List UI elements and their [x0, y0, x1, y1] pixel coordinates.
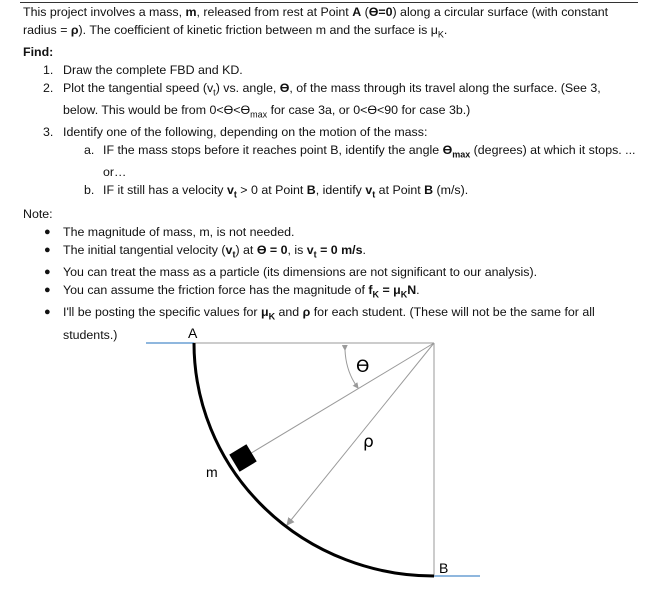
subitem-text: (degrees) at which it stops. ... or… [103, 142, 636, 180]
item-text: Plot the tangential speed (v [63, 80, 214, 95]
mass-block [229, 444, 256, 471]
subitem-sub: t [372, 189, 376, 200]
subitem-letter: b. [84, 183, 95, 198]
note-sub: K [372, 289, 380, 300]
item-sub: max [250, 109, 268, 120]
mass-radius-line [243, 343, 434, 458]
note-text: You can assume the friction force has the magnitude of [63, 282, 369, 297]
item-text: ) vs. angle, [215, 80, 280, 95]
note-text: . [416, 282, 420, 297]
note-bold: = 0 m/s [316, 242, 363, 257]
note-bold: μ [260, 305, 269, 320]
subitem-text: , identify [315, 183, 366, 198]
intro-text: ). The coefficient of kinetic friction between m and the surface is μ [78, 22, 438, 37]
note-text: You can treat the mass as a particle (its dimensions are not significant to our analysis). [63, 265, 538, 280]
subitem-sub: t [233, 189, 237, 200]
intro-text: . [443, 22, 448, 37]
note-bold: v [306, 242, 314, 257]
intro-point-a: A [352, 5, 362, 19]
intro-mass: m [185, 5, 197, 19]
item-text: for case 3a, or 0<ϴ<90 for case 3b.) [267, 102, 471, 117]
intro-theta-zero: ϴ=0 [368, 5, 393, 19]
bullet-icon: ● [44, 243, 51, 256]
note-bold: v [225, 242, 233, 257]
note-sub: K [268, 311, 276, 322]
item-text: Identify one of the following, depending on the motion of the mass: [63, 125, 428, 140]
note-text: for each student. (These will not be the same for all students.) [63, 305, 595, 342]
intro-rho: ρ [70, 22, 79, 37]
subitem-text: IF the mass stops before it reaches point B, identify the angle [103, 142, 443, 157]
intro-mu-sub: K [437, 29, 444, 40]
subitem-text: IF it still has a velocity [103, 183, 227, 198]
subitem-point-b: B [306, 183, 316, 198]
item-number: 1. [43, 62, 54, 77]
intro-text: ( [361, 5, 369, 19]
bullet-icon: ● [44, 306, 51, 319]
bullet-icon: ● [44, 266, 51, 279]
note-bold: N [407, 282, 417, 297]
note-sub: t [313, 249, 317, 260]
intro-text: , released from rest at Point [196, 5, 353, 19]
note-bold: ϴ = 0 [256, 242, 288, 257]
subitem-text: > 0 at Point [236, 183, 307, 198]
bullet-icon: ● [44, 283, 51, 296]
note-text: I'll be posting the specific values for [63, 305, 261, 320]
subitem-text: at Point [375, 183, 425, 198]
note-text: . [362, 242, 366, 257]
subitem-point-b: B [424, 183, 434, 198]
note-bold: f [368, 282, 373, 297]
item-theta: ϴ [279, 80, 290, 95]
item-sub: t [213, 87, 216, 98]
label-theta: ϴ [356, 357, 370, 377]
item-number: 3. [43, 125, 54, 140]
note-sub: t [232, 249, 236, 260]
label-rho: ρ [363, 432, 374, 452]
circular-surface [194, 343, 434, 576]
subitem-text: (m/s). [433, 183, 469, 198]
note-heading: Note: [23, 207, 53, 222]
bullet-icon: ● [44, 226, 51, 239]
note-text: and [275, 305, 303, 320]
intro-text: ) along a circular surface (with constant radius = [23, 5, 609, 37]
subitem-v: v [226, 183, 234, 198]
note-bold: ρ [302, 305, 311, 320]
subitem-v: v [365, 183, 373, 198]
label-point-b: B [439, 560, 449, 576]
label-mass: m [206, 464, 218, 480]
item-text: Draw the complete FBD and KD. [63, 62, 243, 77]
item-number: 2. [43, 80, 54, 95]
label-point-a: A [188, 325, 198, 341]
note-sub: K [400, 289, 408, 300]
subitem-theta: ϴ [442, 142, 453, 157]
subitem-sub: max [452, 149, 471, 160]
note-text: , is [287, 242, 307, 257]
item-text: , of the mass through its travel along the surface. (See 3, below. This would be from 0<ϴ<ϴ [63, 80, 601, 117]
note-text: ) at [235, 242, 257, 257]
note-text: The magnitude of mass, m, is not needed. [63, 225, 295, 240]
intro-text: This project involves a mass, [23, 5, 186, 19]
note-bold: = μ [379, 282, 401, 297]
subitem-letter: a. [84, 142, 95, 157]
note-text: The initial tangential velocity ( [63, 242, 226, 257]
find-heading: Find: [23, 45, 54, 60]
